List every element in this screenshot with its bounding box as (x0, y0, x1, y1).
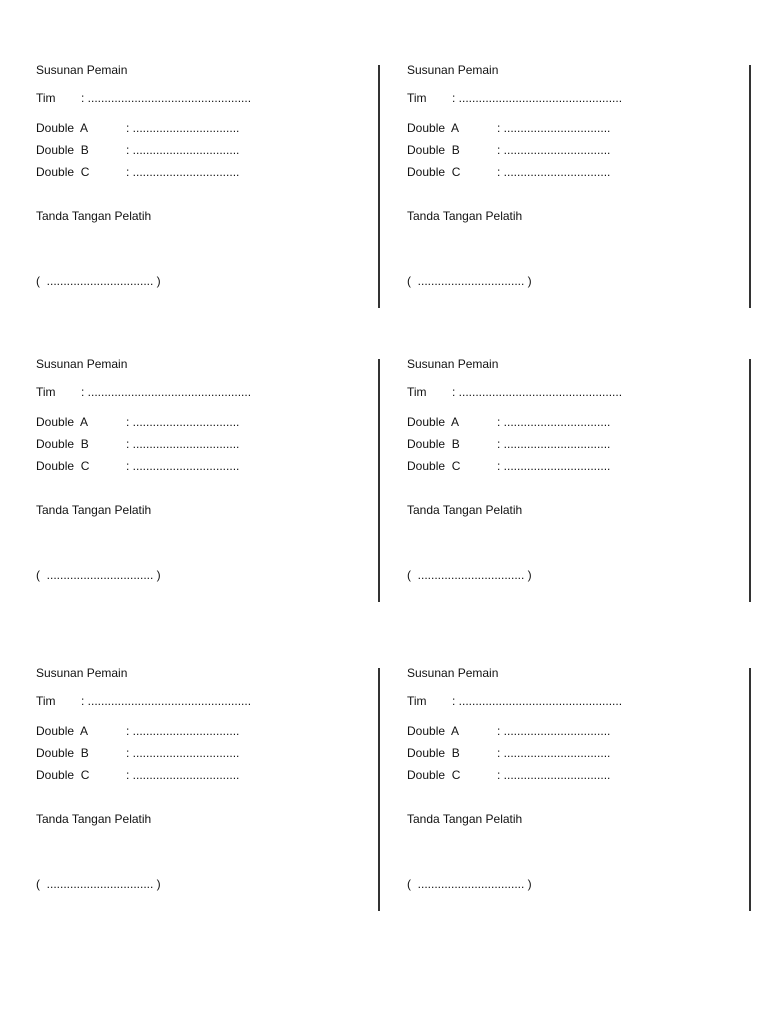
form-title: Susunan Pemain (36, 666, 128, 680)
double-a-field: : ................................ (497, 415, 611, 429)
double-c-label: Double C (36, 768, 90, 782)
double-c-field: : ................................ (126, 165, 240, 179)
team-label: Tim (36, 694, 56, 708)
double-a-field: : ................................ (126, 415, 240, 429)
team-field: : ................................................. (81, 91, 252, 105)
double-b-field: : ................................ (497, 746, 611, 760)
form-title: Susunan Pemain (407, 357, 499, 371)
form-title: Susunan Pemain (407, 666, 499, 680)
coach-signature-label: Tanda Tangan Pelatih (36, 209, 152, 223)
double-c-field: : ................................ (497, 165, 611, 179)
team-field: : ................................................. (81, 385, 252, 399)
lineup-form (36, 666, 376, 906)
team-field: : ................................................. (81, 694, 252, 708)
coach-signature-line: ( ................................ ) (36, 877, 161, 891)
double-c-field: : ................................ (497, 459, 611, 473)
double-b-label: Double B (407, 437, 460, 451)
form-title: Susunan Pemain (36, 357, 128, 371)
double-c-field: : ................................ (126, 768, 240, 782)
column-divider-line (378, 668, 380, 911)
double-a-label: Double A (36, 415, 89, 429)
double-c-label: Double C (36, 459, 90, 473)
double-a-label: Double A (407, 415, 460, 429)
double-b-field: : ................................ (126, 143, 240, 157)
coach-signature-label: Tanda Tangan Pelatih (36, 503, 152, 517)
team-label: Tim (407, 694, 427, 708)
double-a-field: : ................................ (497, 724, 611, 738)
double-a-field: : ................................ (126, 724, 240, 738)
team-label: Tim (407, 385, 427, 399)
lineup-form (36, 357, 376, 597)
double-b-label: Double B (36, 746, 89, 760)
lineup-form (407, 357, 747, 597)
team-label: Tim (36, 91, 56, 105)
double-b-label: Double B (36, 437, 89, 451)
column-divider-line (749, 668, 751, 911)
lineup-form (36, 63, 376, 303)
team-field: : ................................................. (452, 385, 623, 399)
coach-signature-line: ( ................................ ) (407, 568, 532, 582)
form-title: Susunan Pemain (407, 63, 499, 77)
coach-signature-label: Tanda Tangan Pelatih (407, 209, 523, 223)
double-a-label: Double A (407, 724, 460, 738)
lineup-form (407, 63, 747, 303)
double-b-label: Double B (407, 746, 460, 760)
form-title: Susunan Pemain (36, 63, 128, 77)
coach-signature-label: Tanda Tangan Pelatih (36, 812, 152, 826)
double-a-field: : ................................ (497, 121, 611, 135)
column-divider-line (749, 359, 751, 602)
double-b-label: Double B (36, 143, 89, 157)
coach-signature-label: Tanda Tangan Pelatih (407, 503, 523, 517)
double-b-field: : ................................ (126, 437, 240, 451)
coach-signature-line: ( ................................ ) (407, 877, 532, 891)
double-b-label: Double B (407, 143, 460, 157)
double-c-label: Double C (407, 768, 461, 782)
column-divider-line (378, 359, 380, 602)
double-c-label: Double C (407, 165, 461, 179)
team-field: : ................................................. (452, 694, 623, 708)
double-a-label: Double A (36, 724, 89, 738)
double-a-label: Double A (407, 121, 460, 135)
team-label: Tim (36, 385, 56, 399)
coach-signature-line: ( ................................ ) (36, 274, 161, 288)
double-c-label: Double C (407, 459, 461, 473)
lineup-form (407, 666, 747, 906)
double-b-field: : ................................ (497, 437, 611, 451)
double-c-field: : ................................ (126, 459, 240, 473)
double-b-field: : ................................ (126, 746, 240, 760)
column-divider-line (378, 65, 380, 308)
coach-signature-line: ( ................................ ) (36, 568, 161, 582)
double-a-field: : ................................ (126, 121, 240, 135)
column-divider-line (749, 65, 751, 308)
coach-signature-line: ( ................................ ) (407, 274, 532, 288)
double-c-label: Double C (36, 165, 90, 179)
coach-signature-label: Tanda Tangan Pelatih (407, 812, 523, 826)
double-b-field: : ................................ (497, 143, 611, 157)
double-a-label: Double A (36, 121, 89, 135)
team-label: Tim (407, 91, 427, 105)
double-c-field: : ................................ (497, 768, 611, 782)
team-field: : ................................................. (452, 91, 623, 105)
